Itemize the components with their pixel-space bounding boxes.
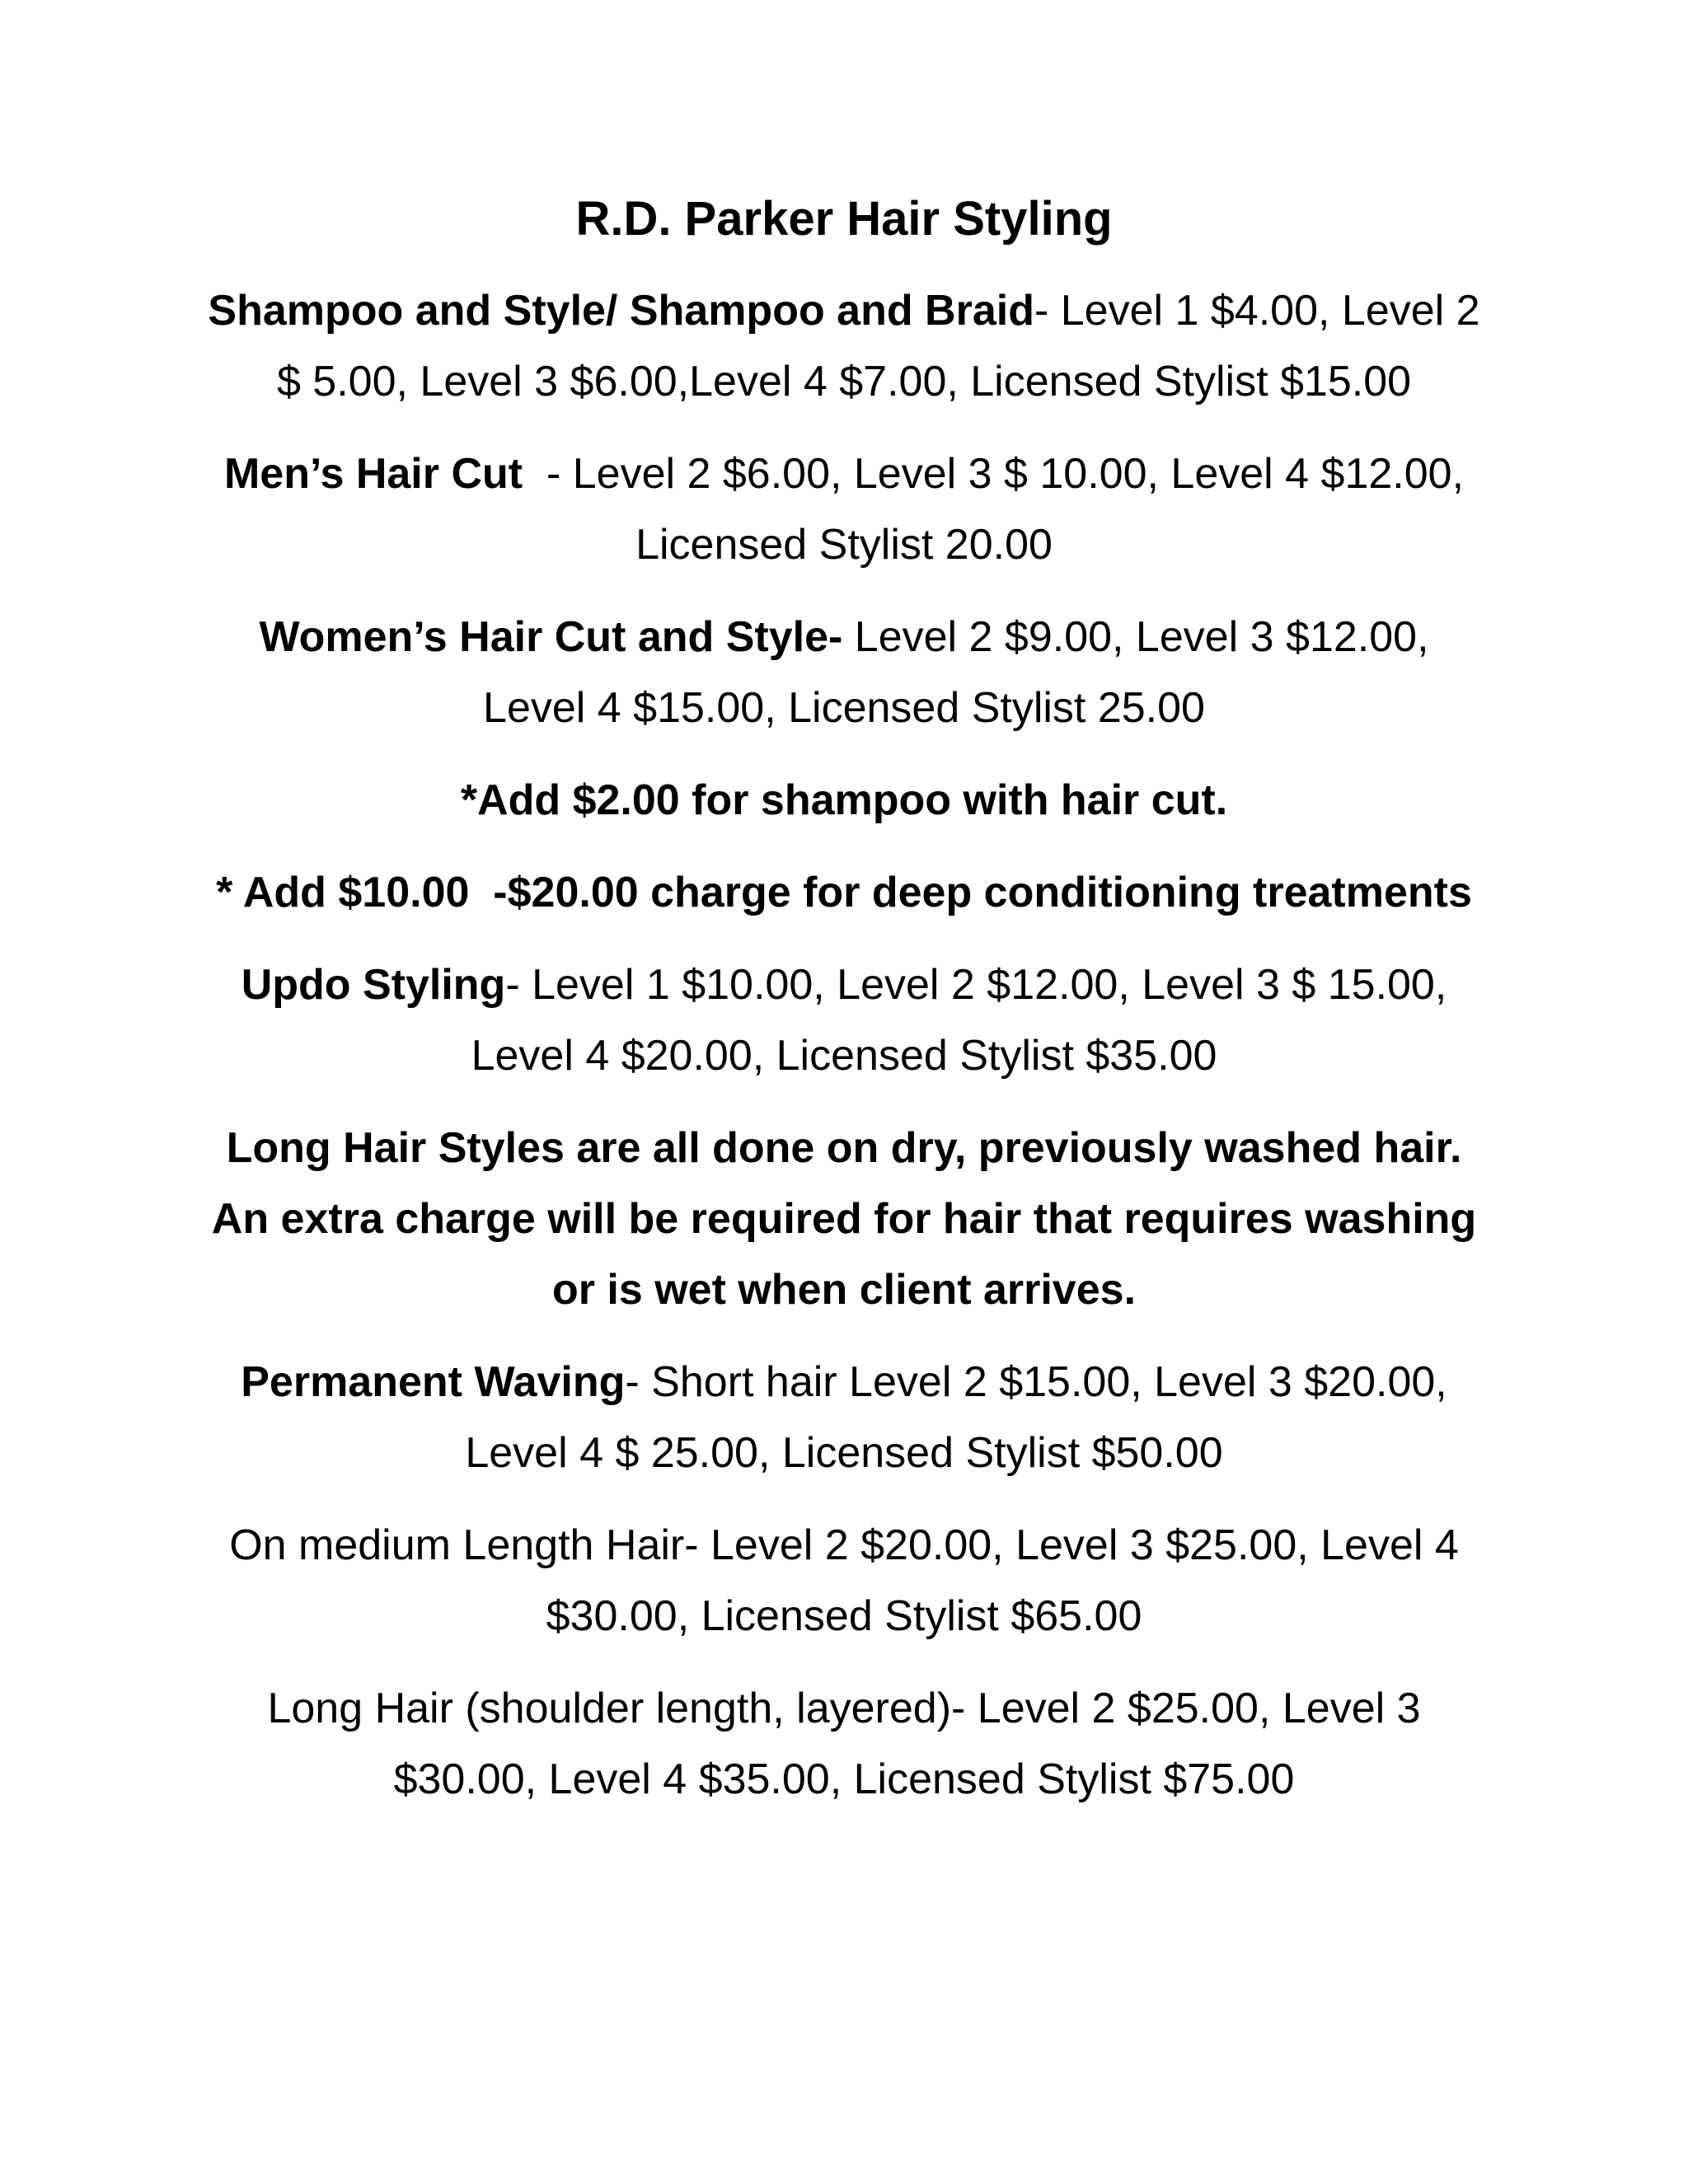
- womens-haircut-price: [165, 602, 1523, 743]
- perm-prices-1: - Short hair Level 2 $15.00, Level 3 $20.00,: [625, 1358, 1447, 1406]
- mens-line-1: [165, 438, 1523, 509]
- shampoo-prices-1: - Level 1 $4.00, Level 2: [1034, 287, 1480, 335]
- long-hair-line-1: Long Hair (shoulder length, layered)- Level 2 $25.00, Level 3: [267, 1685, 1421, 1732]
- womens-line-1: [165, 602, 1523, 673]
- add-conditioning-line: * Add $10.00 -$20.00 charge for deep conditioning treatments: [216, 869, 1472, 916]
- document-body: [165, 183, 1523, 1836]
- long-hair-note-line-3: or is wet when client arrives.: [551, 1266, 1137, 1314]
- shampoo-line-1: [165, 275, 1523, 346]
- mens-haircut-price: [165, 438, 1523, 580]
- mens-prices-1: - Level 2 $6.00, Level 3 $ 10.00, Level 4 $12.00,: [523, 450, 1465, 498]
- perm-heading: Permanent Waving: [241, 1358, 626, 1406]
- medium-line-1: On medium Length Hair- Level 2 $20.00, Level 3 $25.00, Level 4: [229, 1521, 1459, 1569]
- add-shampoo-note: [165, 765, 1523, 836]
- perm-line-1: [165, 1347, 1523, 1418]
- updo-line-1: [165, 949, 1523, 1020]
- document-title: R.D. Parker Hair Styling: [575, 192, 1113, 246]
- womens-prices-2: Level 4 $15.00, Licensed Stylist 25.00: [483, 684, 1205, 732]
- medium-length-price: [165, 1510, 1523, 1652]
- mens-heading: Men’s Hair Cut: [223, 450, 523, 498]
- long-hair-styles-note: [165, 1113, 1523, 1325]
- medium-line-2: $30.00, Licensed Stylist $65.00: [546, 1592, 1142, 1640]
- shampoo-prices-2: $ 5.00, Level 3 $6.00,Level 4 $7.00, Licensed Stylist $15.00: [276, 358, 1412, 405]
- long-hair-note-line-2: An extra charge will be required for hair that requires washing: [211, 1195, 1477, 1243]
- permanent-waving-price: [165, 1347, 1523, 1488]
- long-hair-note-line-1: Long Hair Styles are all done on dry, previously washed hair.: [226, 1124, 1462, 1172]
- womens-prices-1: Level 2 $9.00, Level 3 $12.00,: [842, 613, 1429, 661]
- shampoo-heading: Shampoo and Style/ Shampoo and Braid: [208, 287, 1034, 335]
- updo-styling-price: [165, 949, 1523, 1091]
- perm-prices-2: Level 4 $ 25.00, Licensed Stylist $50.00: [465, 1429, 1223, 1477]
- long-hair-line-2: $30.00, Level 4 $35.00, Licensed Stylist $75.00: [393, 1755, 1295, 1803]
- updo-prices-2: Level 4 $20.00, Licensed Stylist $35.00: [471, 1032, 1217, 1080]
- womens-heading: Women’s Hair Cut and Style-: [259, 613, 843, 661]
- shampoo-style-price: [165, 275, 1523, 417]
- add-conditioning-note: [165, 857, 1523, 928]
- updo-prices-1: - Level 1 $10.00, Level 2 $12.00, Level 3 $ 15.00,: [505, 961, 1447, 1009]
- mens-prices-2: Licensed Stylist 20.00: [635, 521, 1053, 569]
- add-shampoo-line: *Add $2.00 for shampoo with hair cut.: [460, 776, 1228, 824]
- updo-heading: Updo Styling: [241, 961, 506, 1009]
- long-hair-price: [165, 1673, 1523, 1815]
